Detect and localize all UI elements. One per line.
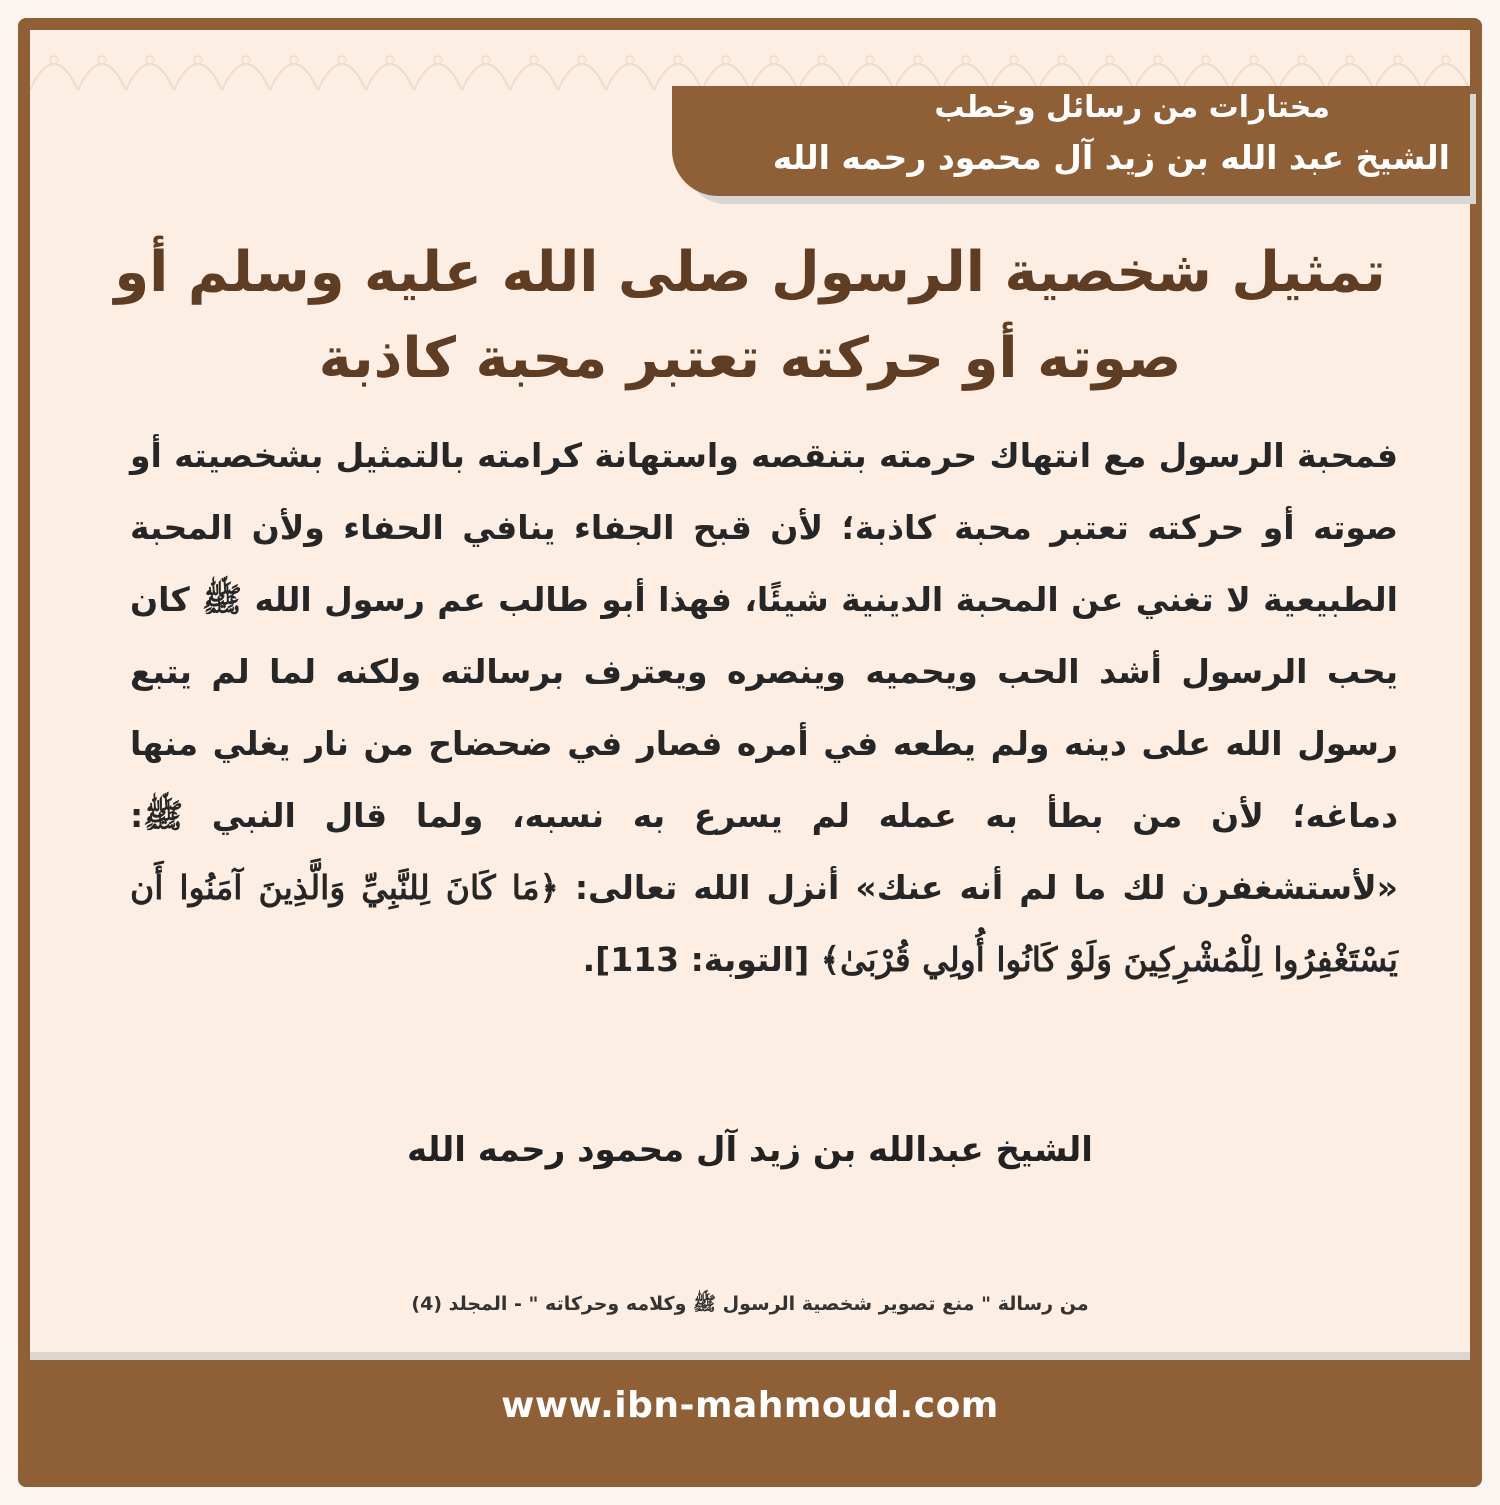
quran-verse: ﴿مَا كَانَ لِلنَّبِيِّ وَالَّذِينَ آمَنُوا أَن يَسْتَغْفِرُوا لِلْمُشْرِكِينَ وَلَوْ كَانُوا أُولِي قُرْبَىٰ﴾ [130,868,1398,979]
website-url[interactable]: www.ibn-mahmoud.com [501,1385,999,1426]
article-body [130,420,1398,996]
page-title: تمثيل شخصية الرسول صلى الله عليه وسلم أو صوته أو حركته تعتبر محبة كاذبة [114,240,1386,391]
source-citation: من رسالة " منع تصوير شخصية الرسول ﷺ وكلامه وحركاته " - المجلد (4) [411,1293,1089,1315]
header-author-name: الشيخ عبد الله بن زيد آل محمود رحمه الله [772,138,1450,177]
bottom-divider [30,1352,1470,1360]
author-signature: الشيخ عبدالله بن زيد آل محمود رحمه الله [407,1130,1093,1170]
article-text: فمحبة الرسول مع انتهاك حرمته بتنقصه واستهانة كرامته بالتمثيل بشخصيته أو صوته أو حركته تعتبر محبة كاذبة؛ لأن قبح الجفاء ينافي الحفاء ولأن المحبة الطبيعية لا تغني عن المحبة الدينية شيئًا، فهذا أبو طالب عم رسول الله ﷺ كان يحب الرسول أشد الحب ويحميه وينصره ويعترف برسالته ولكنه لما لم يتبع رسول الله على دينه ولم يطعه في أمره فصار في ضحضاح من نار يغلي منها دماغه؛ لأن من بطأ به عمله لم يسرع به نسبه، ولما قال النبي ﷺ: «لأستشغفرن لك ما لم أنه عنك» أنزل الله تعالى: [130,436,1398,907]
verse-reference: [التوبة: 113]. [582,940,810,979]
header-ribbon [672,86,1470,196]
content-card [30,30,1470,1352]
decorative-pattern [30,30,1470,90]
header-series-title: مختارات من رسائل وخطب [934,90,1330,125]
